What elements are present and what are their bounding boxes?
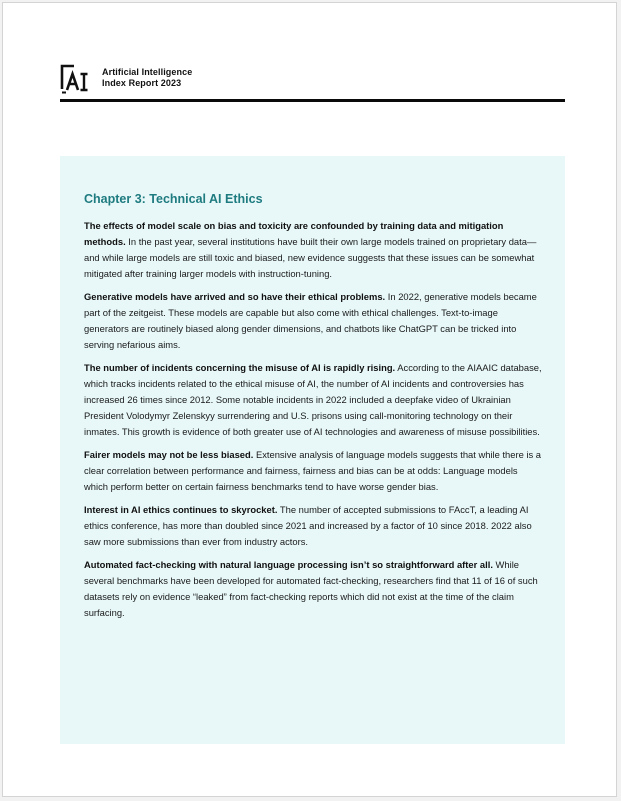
highlight-heading: Interest in AI ethics continues to skyrocket.	[84, 504, 278, 515]
highlight-body: The number of accepted submissions to FAccT, a leading AI ethics conference, has more than doubled since 2021 and increased by a factor of 10 since 2018. 2022 also saw more submissions than ever from industry actors.	[84, 504, 532, 547]
highlight-heading: The effects of model scale on bias and toxicity are confounded by training data and mitigation methods.	[84, 220, 504, 247]
report-title-line-1: Artificial Intelligence	[102, 67, 193, 77]
highlight-paragraph	[84, 447, 542, 495]
chapter-title: Chapter 3: Technical AI Ethics	[84, 192, 263, 206]
report-title-line-2: Index Report 2023	[102, 78, 182, 88]
report-header	[60, 60, 192, 96]
highlight-body: In 2022, generative models became part of the zeitgeist. These models are capable but also come with ethical challenges. Text-to-image generators are routinely biased along gender dimensions, and chatbots like ChatGPT can be tricked into serving nefarious aims.	[84, 291, 537, 350]
report-page	[2, 2, 617, 797]
highlights-panel	[60, 156, 565, 744]
highlights-list	[84, 218, 542, 628]
report-title	[102, 67, 192, 89]
highlight-paragraph	[84, 557, 542, 621]
ai-index-logo-icon	[60, 63, 94, 94]
highlight-heading: The number of incidents concerning the misuse of AI is rapidly rising.	[84, 362, 396, 373]
highlight-heading: Fairer models may not be less biased.	[84, 449, 254, 460]
highlight-heading: Automated fact-checking with natural language processing isn’t so straightforward after all.	[84, 559, 493, 570]
highlight-body: In the past year, several institutions have built their own large models trained on proprietary data—and while large models are still toxic and biased, new evidence suggests that these issues can be somewhat mitigated after training larger models with instruction-tuning.	[84, 236, 537, 279]
highlight-paragraph	[84, 218, 542, 282]
highlight-paragraph	[84, 360, 542, 440]
highlight-heading: Generative models have arrived and so have their ethical problems.	[84, 291, 386, 302]
highlight-body: While several benchmarks have been developed for automated fact-checking, researchers find that 11 of 16 of such datasets rely on evidence “leaked” from fact-checking reports which did not exist at the time of the claim surfacing.	[84, 559, 538, 618]
highlight-paragraph	[84, 502, 542, 550]
header-divider	[60, 99, 565, 102]
highlight-paragraph	[84, 289, 542, 353]
highlight-body: Extensive analysis of language models suggests that while there is a clear correlation between performance and fairness, fairness and bias can be at odds: Language models which perform better on certain fairness benchmarks tend to have worse gender bias.	[84, 449, 542, 492]
highlight-body: According to the AIAAIC database, which tracks incidents related to the ethical misuse of AI, the number of AI incidents and controversies has increased 26 times since 2012. Some notable incidents in 2022 included a deepfake video of Ukrainian President Volodymyr Zelenskyy surrendering and U.S. prisons using call-monitoring technology on their inmates. This growth is evidence of both greater use of AI technologies and awareness of misuse possibilities.	[84, 362, 542, 437]
